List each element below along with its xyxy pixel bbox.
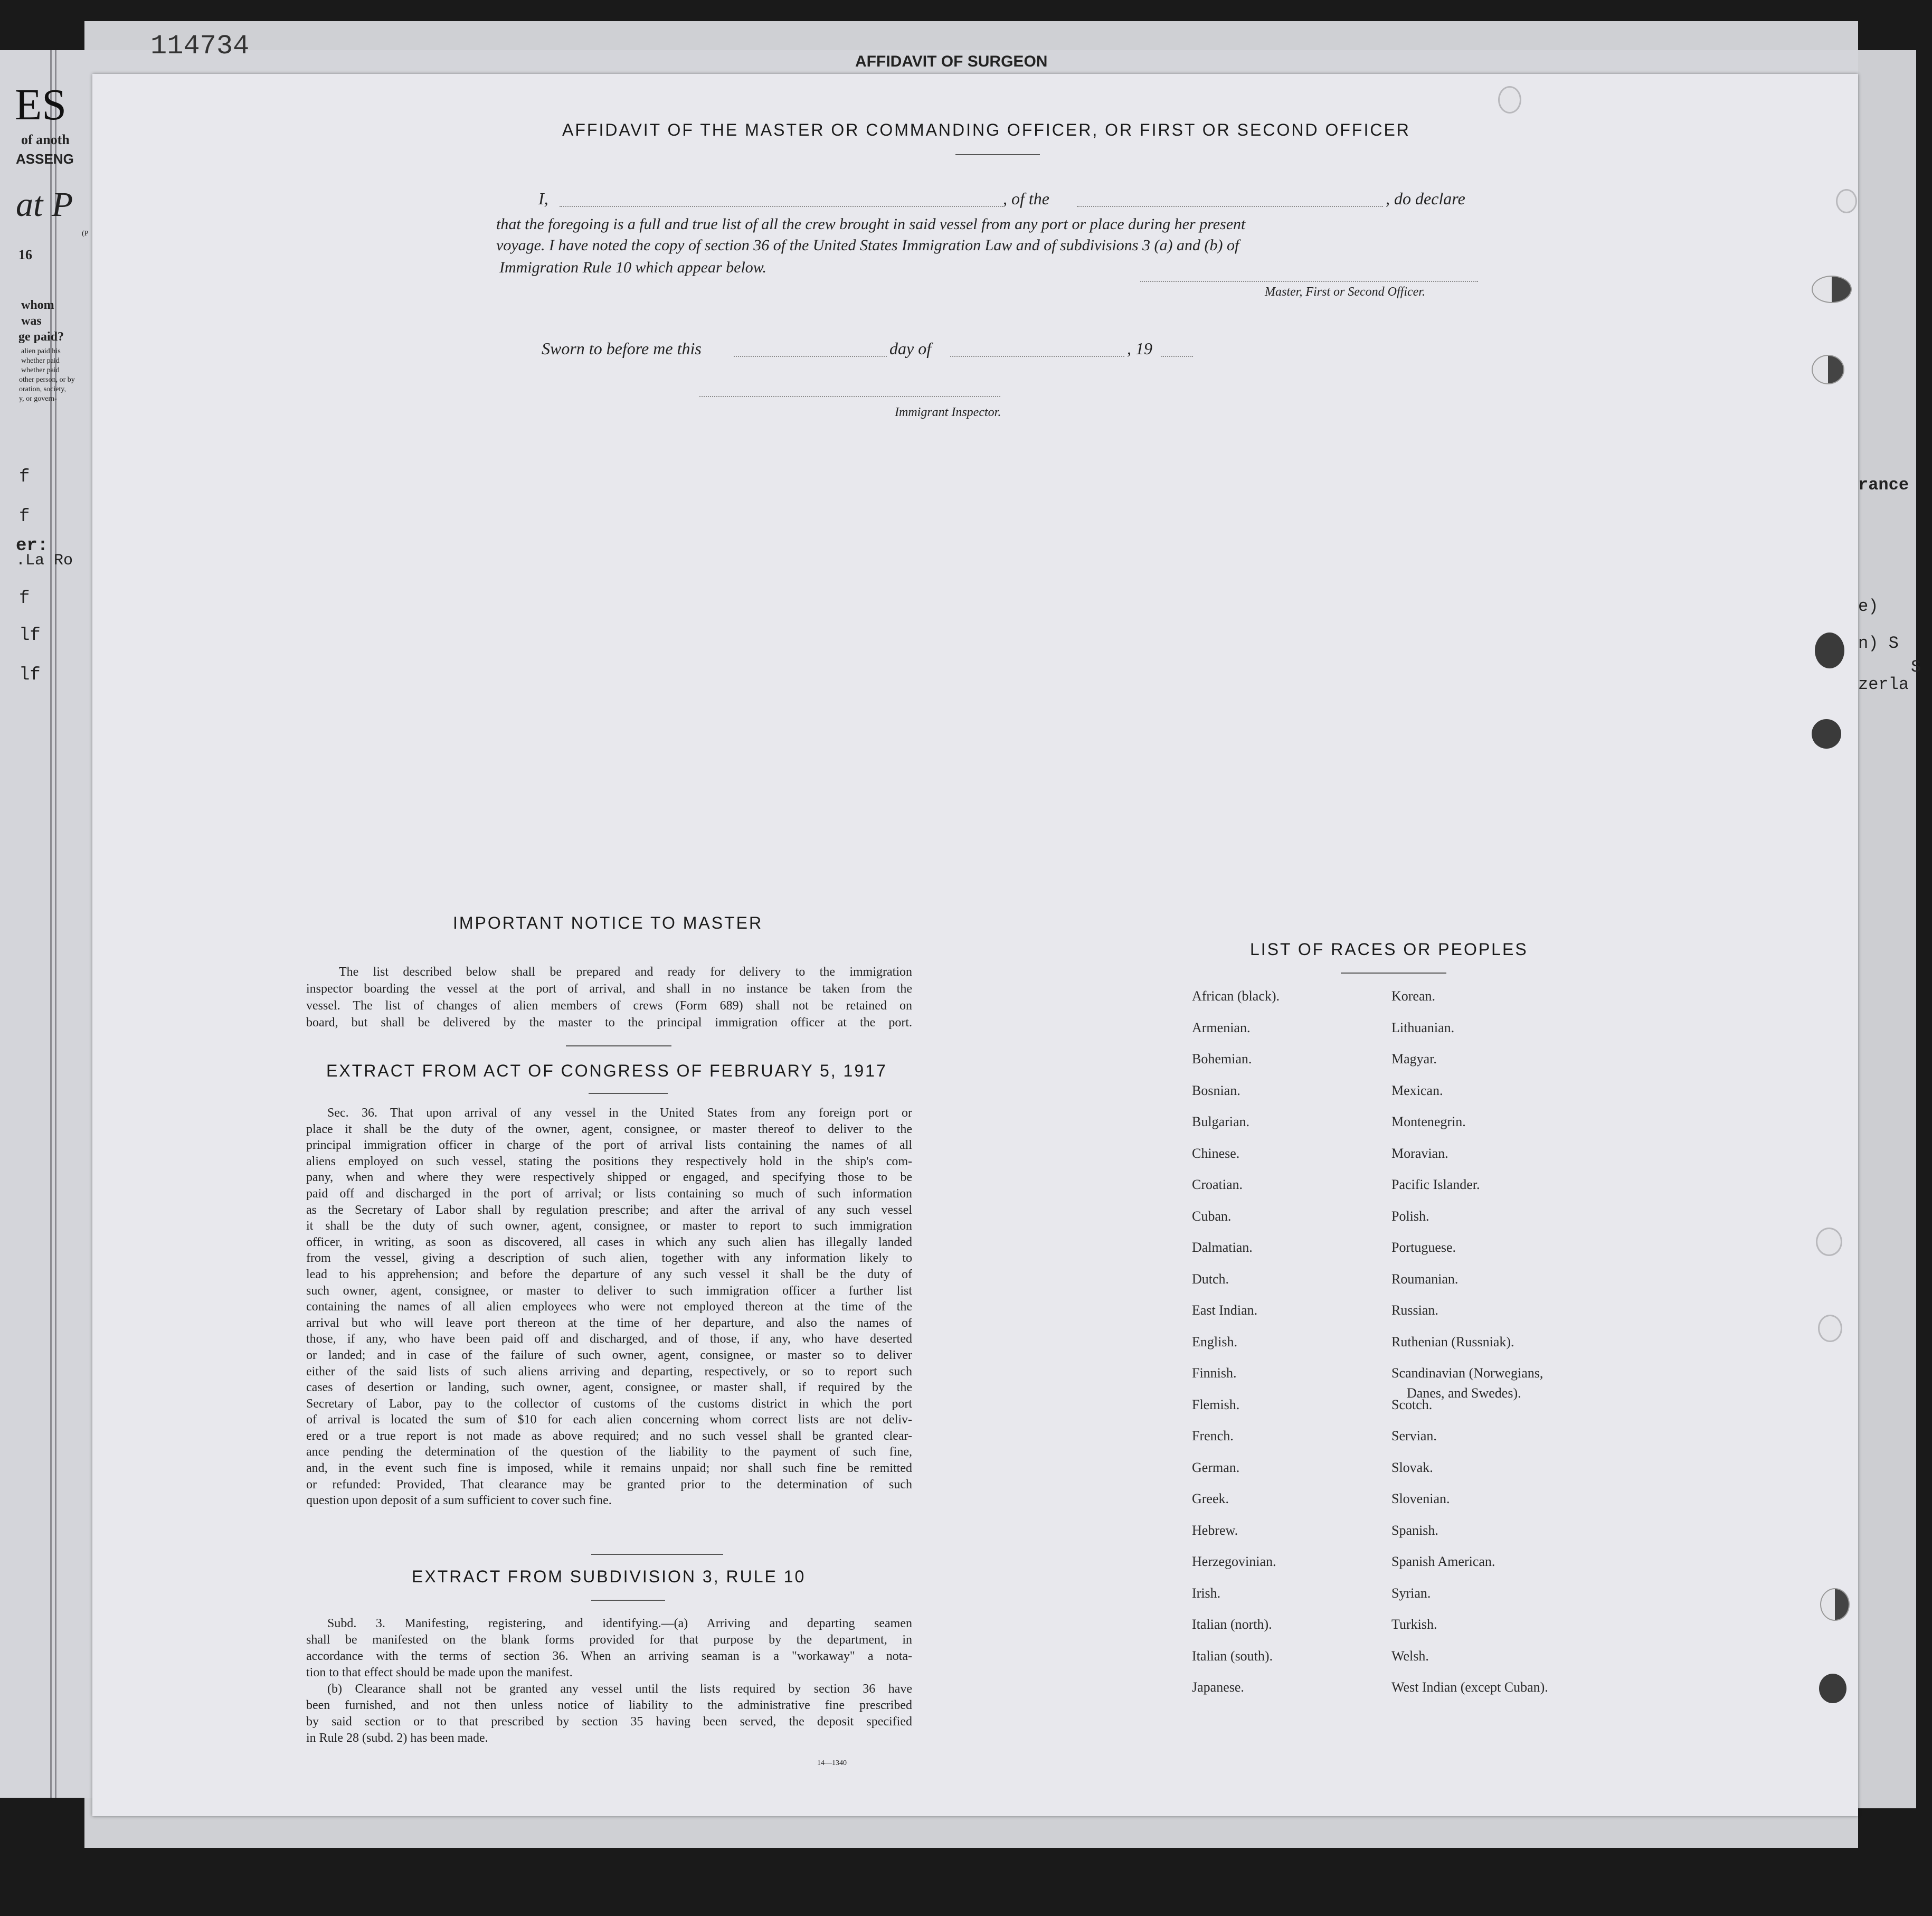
- fragment-text: lf: [19, 665, 41, 685]
- extract-line: or landed; and in case of the failure of such owner, agent, consignee, or master so to deliver: [306, 1348, 912, 1362]
- race-entry: East Indian.: [1192, 1302, 1258, 1318]
- race-entry: Flemish.: [1192, 1396, 1240, 1412]
- race-entry: Portuguese.: [1391, 1240, 1456, 1255]
- race-entry: Magyar.: [1391, 1051, 1437, 1066]
- race-entry: Ruthenian (Russniak).: [1391, 1334, 1514, 1349]
- act-extract-end-rule: [591, 1554, 723, 1555]
- extract-line: Secretary of Labor, pay to the collector of customs of the customs district in which the port: [306, 1396, 912, 1411]
- fragment-text: e): [1858, 597, 1879, 616]
- fragment-text: zerla: [1858, 675, 1909, 694]
- extract-line: place it shall be the duty of the owner, agent, consignee, or master thereof to deliver to the: [306, 1122, 912, 1136]
- race-entry: African (black).: [1192, 988, 1280, 1004]
- race-entry: Armenian.: [1192, 1020, 1251, 1035]
- race-entry: Scandinavian (Norwegians,: [1391, 1365, 1543, 1381]
- extract-line: ered or a true report is not made as above required; and no such vessel shall be granted clear-: [306, 1429, 912, 1443]
- fragment-text: f: [19, 507, 30, 527]
- extract-line: of arrival is located the sum of $10 for each alien concerning whom correct lists are not deliv-: [306, 1413, 912, 1427]
- fragment-text: er:: [16, 536, 49, 556]
- race-entry: Chinese.: [1192, 1145, 1240, 1161]
- races-title: LIST OF RACES OR PEOPLES: [1250, 940, 1528, 959]
- extract-line: lead to his apprehension; and before the departure of any such vessel it shall be the duty of: [306, 1267, 912, 1281]
- extract-line: ance pending the determination of the question of the liability to the payment of such fine,: [306, 1445, 912, 1459]
- master-name-field[interactable]: [560, 206, 1003, 207]
- race-entry: Bohemian.: [1192, 1051, 1252, 1066]
- race-entry: Scotch.: [1391, 1396, 1433, 1412]
- extract-line: officer, in writing, as soon as discovered, all cases in which any such alien has illegally landed: [306, 1235, 912, 1249]
- sworn-day-field[interactable]: [734, 356, 887, 357]
- extract-line: such owner, agent, consignee, or master to deliver to such immigration officer a further list: [306, 1283, 912, 1298]
- extract-line: arrival but who will leave port thereon at the time of her departure, and also the names of: [306, 1316, 912, 1330]
- right-edge-fragments: [1858, 475, 1932, 739]
- fragment-text: f: [19, 589, 30, 609]
- race-entry: Bosnian.: [1192, 1082, 1240, 1098]
- race-entry: Slovenian.: [1391, 1491, 1450, 1506]
- do-declare-label: , do declare: [1386, 189, 1465, 208]
- fragment-text: whether paid: [21, 366, 60, 374]
- sworn-label: Sworn to before me this: [542, 339, 702, 358]
- serial-number: 114734: [150, 31, 250, 62]
- punch-hole: [1498, 86, 1521, 114]
- race-entry: Croatian.: [1192, 1177, 1243, 1192]
- form-number: 14—1340: [817, 1759, 847, 1767]
- fragment-text: rance: [1858, 475, 1909, 495]
- race-entry: Italian (north).: [1192, 1617, 1272, 1632]
- race-continuation: Danes, and Swedes).: [1407, 1385, 1521, 1401]
- extract-line: as the Secretary of Labor shall by regulation prescribe; and after the arrival of any such vessel: [306, 1203, 912, 1217]
- race-entry: Slovak.: [1391, 1459, 1433, 1475]
- extract-line: in Rule 28 (subd. 2) has been made.: [306, 1731, 488, 1745]
- race-entry: Mexican.: [1391, 1082, 1443, 1098]
- race-entry: Irish.: [1192, 1585, 1221, 1601]
- race-entry: Herzegovinian.: [1192, 1554, 1276, 1569]
- extract-line: and, in the event such fine is imposed, while it remains unpaid; nor shall such fine be remitted: [306, 1461, 912, 1476]
- act-extract-title: EXTRACT FROM ACT OF CONGRESS OF FEBRUARY 5, 1917: [326, 1061, 887, 1080]
- notice-line: board, but shall be delivered by the master to the principal immigration officer at the port.: [306, 1016, 912, 1030]
- race-entry: Polish.: [1391, 1208, 1429, 1224]
- punch-hole: [1836, 189, 1857, 213]
- master-signature-caption: Master, First or Second Officer.: [1265, 285, 1425, 299]
- race-entry: Syrian.: [1391, 1585, 1431, 1601]
- punch-hole: [1812, 276, 1852, 303]
- fragment-text: at P: [16, 185, 73, 224]
- race-entry: Montenegrin.: [1391, 1114, 1466, 1129]
- rule-extract-rule: [591, 1600, 665, 1601]
- extract-line: Sec. 36. That upon arrival of any vessel in the United States from any foreign port or: [327, 1106, 912, 1120]
- day-of-label: day of: [889, 339, 932, 358]
- extract-line: accordance with the terms of section 36. When an arriving seaman is a "workaway" a nota-: [306, 1649, 912, 1663]
- race-entry: Roumanian.: [1391, 1271, 1459, 1287]
- fragment-text: f: [19, 467, 30, 487]
- declaration-line-2: that the foregoing is a full and true list of all the crew brought in said vessel from any port or place during her present: [496, 215, 1246, 233]
- punch-hole: [1816, 1228, 1842, 1256]
- race-entry: Cuban.: [1192, 1208, 1232, 1224]
- race-entry: Dalmatian.: [1192, 1240, 1253, 1255]
- notice-line: The list described below shall be prepared and ready for delivery to the immigration: [339, 965, 912, 979]
- extract-line: question upon deposit of a sum sufficient to cover such fine.: [306, 1494, 612, 1508]
- extract-line: it shall be the duty of such owner, agent, consignee, or master to report to such immigration: [306, 1219, 912, 1233]
- act-extract-body: [306, 1105, 912, 1509]
- extract-line: cases of desertion or landing, such owner, agent, consignee, or master shall, if required by the: [306, 1381, 912, 1395]
- extract-line: been furnished, and not then unless notice of liability to the administrative fine prescribed: [306, 1698, 912, 1712]
- fragment-text: lf: [19, 626, 41, 646]
- fragment-text: was: [21, 314, 42, 328]
- extract-line: principal immigration officer in charge of the port of arrival lists containing the names of all: [306, 1138, 912, 1153]
- extract-line: shall be manifested on the blank forms provided for that purpose by the department, in: [306, 1633, 912, 1647]
- punch-hole: [1815, 633, 1844, 668]
- fragment-text: (P: [82, 230, 89, 238]
- affidavit-i-label: I,: [538, 189, 548, 208]
- race-entry: Dutch.: [1192, 1271, 1229, 1287]
- race-entry: German.: [1192, 1459, 1240, 1475]
- extract-line: by said section or to that prescribed by section 35 having been served, the deposit specified: [306, 1715, 912, 1729]
- race-entry: Bulgarian.: [1192, 1114, 1250, 1129]
- race-entry: Finnish.: [1192, 1365, 1237, 1381]
- race-entry: Italian (south).: [1192, 1648, 1273, 1664]
- right-edge-sheet: [1858, 50, 1916, 1808]
- affidavit-title: AFFIDAVIT OF THE MASTER OR COMMANDING OFFICER, OR FIRST OR SECOND OFFICER: [562, 120, 1410, 139]
- extract-line: tion to that effect should be made upon the manifest.: [306, 1666, 573, 1679]
- rule-extract-title: EXTRACT FROM SUBDIVISION 3, RULE 10: [412, 1567, 806, 1586]
- race-entry: Turkish.: [1391, 1617, 1437, 1632]
- races-rule: [1341, 973, 1446, 974]
- inspector-signature-field[interactable]: [699, 396, 1000, 397]
- race-entry: West Indian (except Cuban).: [1391, 1679, 1548, 1695]
- fragment-text: 16: [18, 247, 32, 262]
- notice-title: IMPORTANT NOTICE TO MASTER: [453, 913, 763, 932]
- race-entry: Korean.: [1391, 988, 1436, 1004]
- notice-line: inspector boarding the vessel at the port of arrival, and shall in no instance be taken from the: [306, 982, 912, 996]
- fragment-text: alien paid his: [21, 347, 61, 355]
- fragment-text: ge paid?: [18, 330, 64, 344]
- extract-line: paid off and discharged in the port of arrival; or lists containing so much of such information: [306, 1186, 912, 1201]
- race-entry: English.: [1192, 1334, 1237, 1349]
- main-form-sheet: [92, 74, 1858, 1816]
- extract-line: either of the said lists of such aliens arriving and departing, respectively, or so to report such: [306, 1364, 912, 1379]
- extract-line: (b) Clearance shall not be granted any vessel until the lists required by section 36 have: [327, 1682, 912, 1696]
- extract-line: Subd. 3. Manifesting, registering, and identifying.—(a) Arriving and departing seamen: [327, 1617, 912, 1630]
- extract-line: or refunded: Provided, That clearance may be granted prior to the determination of such: [306, 1477, 912, 1492]
- race-entry: Moravian.: [1391, 1145, 1448, 1161]
- fragment-text: oration, society,: [19, 385, 66, 393]
- race-entry: Servian.: [1391, 1428, 1437, 1443]
- race-entry: French.: [1192, 1428, 1234, 1443]
- fragment-text: of anoth: [21, 132, 70, 147]
- fragment-text: whom: [21, 298, 54, 312]
- race-entry: Lithuanian.: [1391, 1020, 1455, 1035]
- notice-body: [306, 964, 912, 1031]
- declaration-line-3: voyage. I have noted the copy of section 36 of the United States Immigration Law and of subdivisions 3 (a) and (b) of: [496, 237, 1239, 254]
- year-label: , 19: [1127, 339, 1152, 358]
- left-edge-fragments: [0, 79, 90, 1135]
- vessel-name-field[interactable]: [1077, 206, 1383, 207]
- extract-line: from the vessel, giving a description of such alien, together with any information likely to: [306, 1251, 912, 1266]
- race-entry: Japanese.: [1192, 1679, 1244, 1695]
- punch-hole: [1819, 1674, 1846, 1703]
- act-extract-rule: [589, 1093, 668, 1094]
- fragment-text: .La Ro: [16, 552, 73, 570]
- punch-hole: [1812, 719, 1841, 749]
- fragment-es: ES: [15, 80, 67, 129]
- fragment-text: y, or govern-: [19, 395, 57, 403]
- race-entry: Spanish American.: [1391, 1554, 1495, 1569]
- extract-line: aliens employed on such vessel, stating the positions they respectively hold in the ship's com-: [306, 1154, 912, 1168]
- inspector-caption: Immigrant Inspector.: [895, 405, 1001, 419]
- extract-line: those, if any, who have been paid off and discharged, and of those, if any, who have deserted: [306, 1332, 912, 1346]
- fragment-text: ASSENG: [16, 151, 74, 167]
- race-entry: Russian.: [1391, 1302, 1438, 1318]
- extract-line: pany, when and where they were respectively shipped or engaged, and specifying those to be: [306, 1171, 912, 1185]
- race-entry: Welsh.: [1391, 1648, 1429, 1664]
- notice-rule: [566, 1045, 671, 1046]
- title-rule: [955, 154, 1040, 155]
- notice-line: vessel. The list of changes of alien members of crews (Form 689) shall not be retained on: [306, 999, 912, 1013]
- fragment-text: whether paid: [21, 357, 60, 365]
- fragment-text: other person, or by: [19, 376, 75, 384]
- master-signature-field[interactable]: [1140, 281, 1478, 282]
- of-the-label: , of the: [1003, 189, 1049, 208]
- race-entry: Hebrew.: [1192, 1522, 1238, 1538]
- fragment-text: n) S: [1858, 634, 1899, 653]
- declaration-line-4: Immigration Rule 10 which appear below.: [499, 259, 767, 276]
- fragment-text: S: [1911, 657, 1921, 677]
- race-entry: Greek.: [1192, 1491, 1229, 1506]
- extract-line: containing the names of all alien employees who were not employed thereon at the time of the: [306, 1300, 912, 1314]
- punch-hole: [1818, 1315, 1842, 1342]
- race-entry: Pacific Islander.: [1391, 1177, 1480, 1192]
- punch-hole: [1812, 355, 1844, 384]
- rule-extract-body: [306, 1616, 912, 1747]
- race-entry: Spanish.: [1391, 1522, 1438, 1538]
- sworn-year-field[interactable]: [1161, 356, 1193, 357]
- punch-hole: [1820, 1588, 1850, 1621]
- sworn-month-field[interactable]: [950, 356, 1124, 357]
- back-sheet-header: AFFIDAVIT OF SURGEON: [855, 53, 1048, 70]
